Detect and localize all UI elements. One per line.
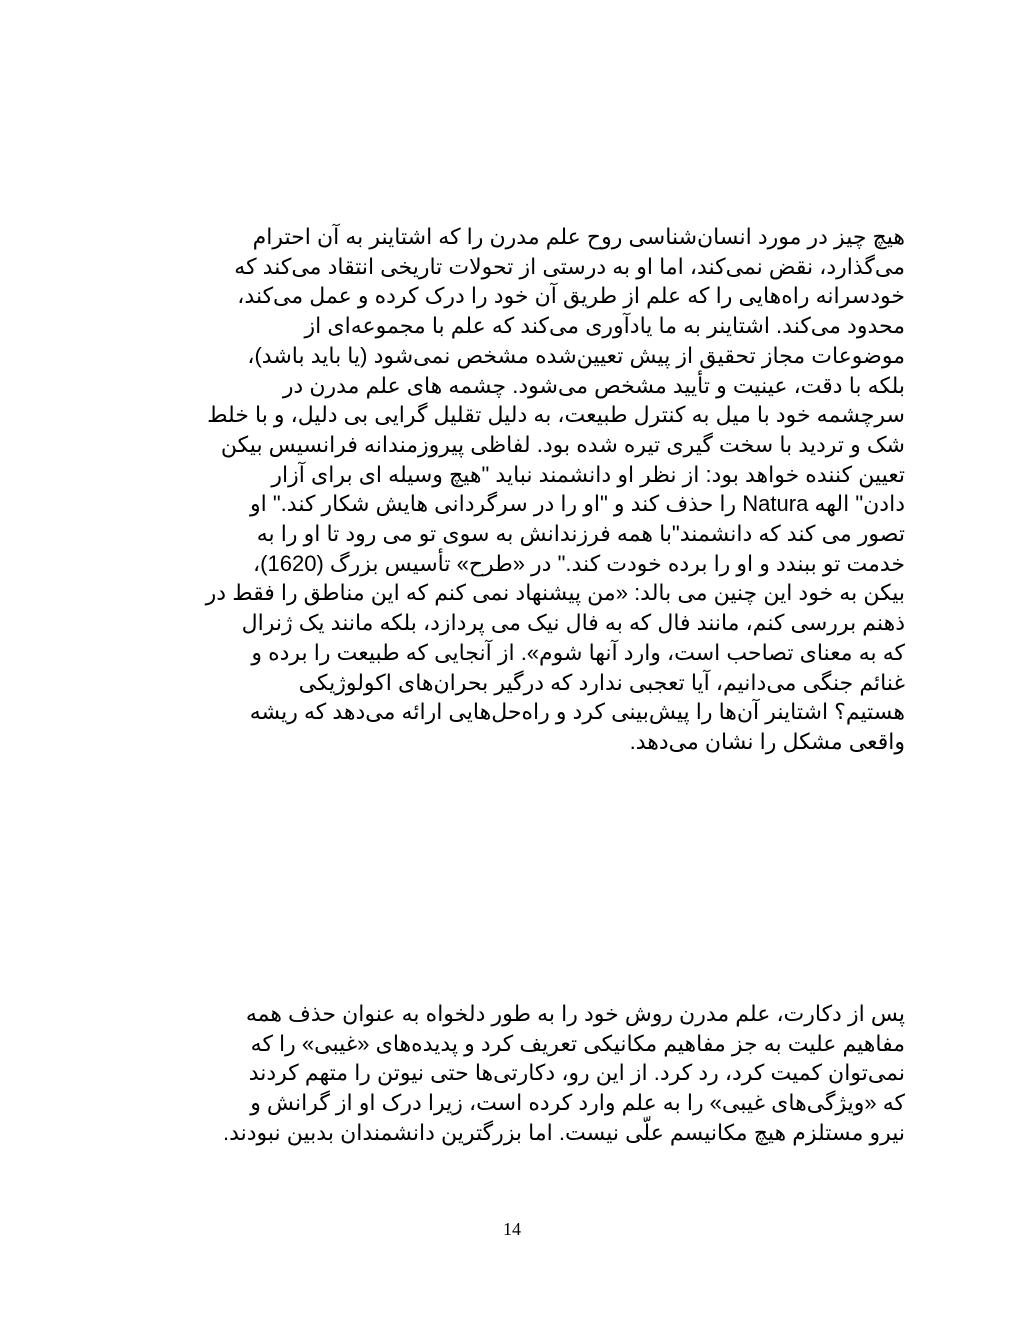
paragraph-line: که «ویژگی‌های غیبی» را به علم وارد کرده است، زیرا درک او از گرانش و bbox=[250, 1090, 905, 1116]
paragraph-line: بیکن به خود این چنین می بالد: «من پیشنهاد نمی کنم که این مناطق را فقط در bbox=[205, 580, 905, 606]
paragraph-line: نیرو مستلزم هیچ مکانیسم علّی نیست. اما بزرگترین دانشمندان بدبین نبودند. bbox=[222, 1119, 905, 1145]
paragraph-line: بلکه با دقت، عینیت و تأیید مشخص می‌شود. چشمه های علم مدرن در bbox=[282, 372, 905, 398]
paragraph-line: ذهنم بررسی کنم، مانند فال که به فال نیک می پردازد، بلکه مانند یک ژنرال bbox=[241, 610, 905, 636]
paragraph-line: تصور می کند که دانشمند"با همه فرزندانش به سوی تو می رود تا او را به bbox=[256, 521, 905, 547]
paragraph-line: هستیم؟ اشتاینر آن‌ها را پیش‌بینی کرد و راه‌حل‌هایی ارائه می‌دهد که ریشه bbox=[249, 699, 905, 725]
paragraph-line: نمی‌توان کمیت کرد، رد کرد. از این رو، دکارتی‌ها حتی نیوتن را متهم کردند bbox=[248, 1060, 905, 1086]
paragraph-line: تعیین کننده خواهد بود: از نظر او دانشمند نباید "هیچ وسیله ای برای آزار bbox=[271, 461, 905, 487]
paragraph-line: خودسرانه راه‌هایی را که علم از طریق آن خود را درک کرده و عمل می‌کند، bbox=[237, 283, 905, 309]
paragraph-2 bbox=[100, 999, 905, 1148]
paragraph-line: محدود می‌کند. اشتاینر به ما یادآوری می‌کند که علم با مجموعه‌ای از bbox=[304, 313, 905, 339]
paragraph-line: موضوعات مجاز تحقیق از پیش تعیین‌شده مشخص نمی‌شود (یا باید باشد)، bbox=[247, 342, 905, 368]
paragraph-line: شک و تردید با سخت گیری تیره شده بود. لفاظی پیروزمندانه فرانسیس بیکن bbox=[220, 431, 905, 457]
paragraph-line: می‌گذارد، نقض نمی‌کند، اما او به درستی از تحولات تاریخی انتقاد می‌کند که bbox=[234, 253, 905, 279]
paragraph-line: مفاهیم علیت به جز مفاهیم مکانیکی تعریف کرد و پدیده‌های «غیبی» را که bbox=[250, 1030, 905, 1056]
paragraph-line: هیچ چیز در مورد انسان‌شناسی روح علم مدرن را که اشتاینر به آن احترام bbox=[252, 224, 905, 249]
paragraph-line: غنائم جنگی می‌دانیم، آیا تعجبی ندارد که درگیر بحران‌های اکولوژیکی bbox=[298, 669, 905, 695]
page-number: 14 bbox=[503, 1219, 521, 1239]
paragraph-1 bbox=[100, 222, 905, 757]
paragraph-line: که به معنای تصاحب است، وارد آنها شوم». از آنجایی که طبیعت را برده و bbox=[251, 639, 905, 665]
paragraph-line: واقعی مشکل را نشان می‌دهد. bbox=[629, 728, 905, 754]
paragraph-line: خدمت تو ببندد و او را برده خودت کند." در «طرح» تأسیس بزرگ (1620)، bbox=[253, 550, 905, 576]
paragraph-line: پس از دکارت، علم مدرن روش خود را به طور دلخواه به عنوان حذف همه bbox=[245, 1001, 905, 1026]
paragraph-line: دادن" الهه Natura را حذف کند و "او را در سرگردانی هایش شکار کند." او bbox=[250, 491, 905, 517]
paragraph-line: سرچشمه خود با میل به کنترل طبیعت، به دلیل تقلیل گرایی بی دلیل، و با خلط bbox=[207, 402, 905, 428]
